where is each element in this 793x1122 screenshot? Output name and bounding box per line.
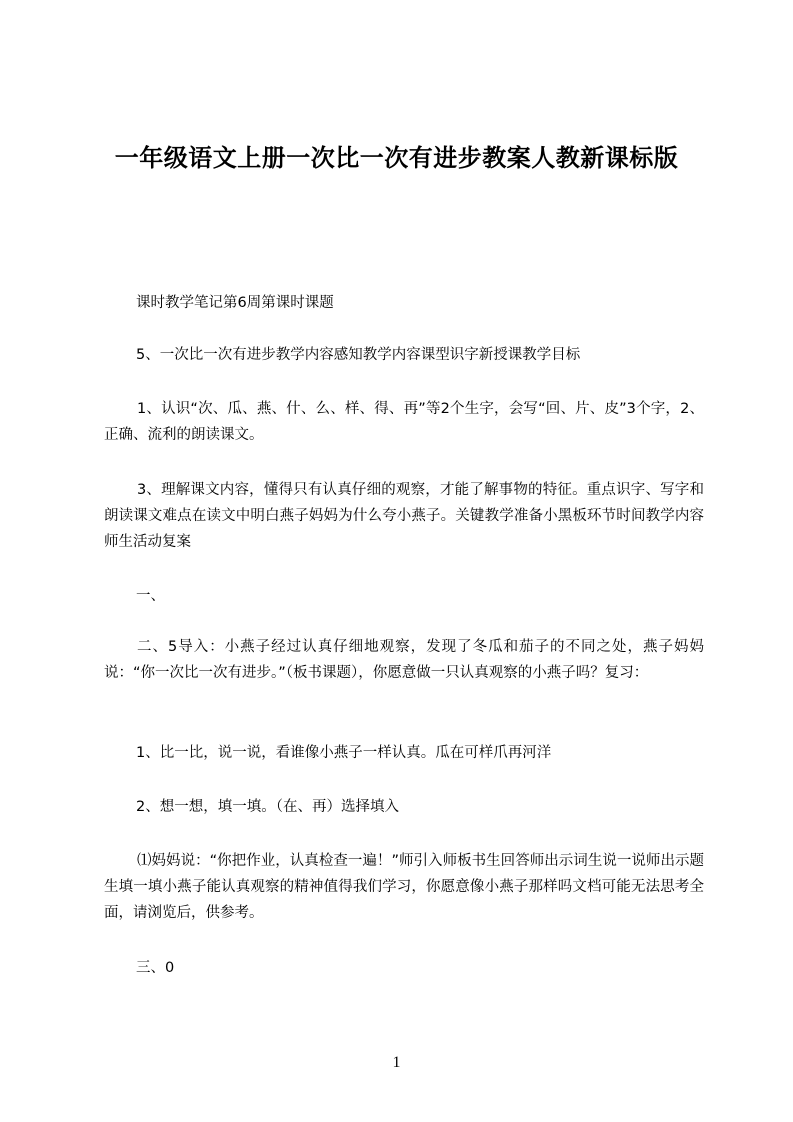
paragraph-goal-3: 3、理解课文内容，懂得只有认真仔细的观察，才能了解事物的特征。重点识字、写字和朗读课文难点在读文中明白燕子妈妈为什么夸小燕子。关键教学准备小黑板环节时间教学内容师生活动复案 [104,482,704,550]
paragraph-lesson-note: 课时教学笔记第6周第课时课题 [136,295,334,311]
paragraph-section-two: 二、5导入：小燕子经过认真仔细地观察，发现了冬瓜和茄子的不同之处，燕子妈妈说：“你一次比一次有进步。”（板书课题），你愿意做一只认真观察的小燕子吗？复习： [104,639,704,681]
paragraph-exercise-detail: ⑴妈妈说：“你把作业，认真检查一遍！”师引入师板书生回答师出示词生说一说师出示题生填一填小燕子能认真观察的精神值得我们学习，你愿意像小燕子那样吗文档可能无法思考全面，请浏览后，供参考。 [104,853,704,921]
paragraph-exercise-1: 1、比一比，说一说，看谁像小燕子一样认真。瓜在可样爪再河洋 [136,745,552,761]
paragraph-exercise-2: 2、想一想，填一填。（在、再）选择填入 [136,799,399,815]
document-title: 一年级语文上册一次比一次有进步教案人教新课标版 [114,144,679,172]
paragraph-lesson-info: 5、一次比一次有进步教学内容感知教学内容课型识字新授课教学目标 [136,347,581,363]
page-number: 1 [392,1054,401,1071]
paragraph-section-one: 一、 [136,588,165,604]
paragraph-goal-1: 1、认识“次、瓜、燕、什、么、样、得、再”等2个生字，会写“回、片、皮”3个字，2、正确、流利的朗读课文。 [104,401,704,443]
paragraph-section-three: 三、0 [136,960,175,976]
